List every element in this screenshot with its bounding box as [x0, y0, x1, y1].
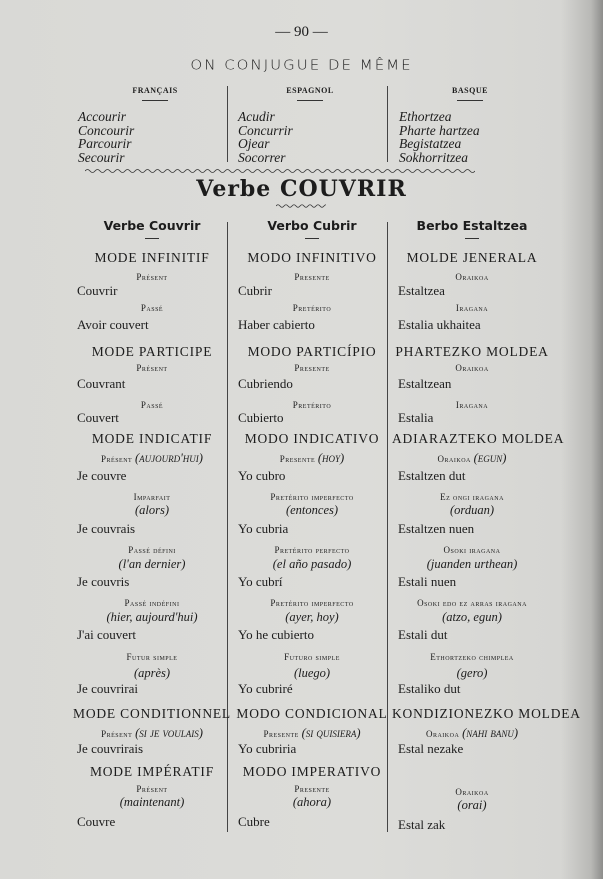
- time-note: [232, 795, 392, 809]
- tense-label: [392, 451, 552, 466]
- verb-form: [238, 575, 283, 589]
- label-text: PHARTEZKO MOLDEA: [395, 344, 549, 359]
- label-text: Pretérito: [292, 303, 332, 313]
- label-text: Osoki iragana: [443, 545, 501, 555]
- label-text: Je couvrais: [77, 521, 136, 536]
- label-text: Présent: [136, 272, 168, 282]
- time-note: (si quisiera): [301, 726, 361, 740]
- tense-label: [392, 543, 552, 557]
- verb-form: [238, 284, 272, 298]
- label-text: Estaltzean: [398, 376, 452, 391]
- verb: Concurrir: [238, 122, 293, 138]
- verb-form: [238, 815, 270, 829]
- time-note: (egun): [473, 451, 507, 465]
- verb-form: [77, 575, 129, 589]
- verb-form: [238, 742, 296, 756]
- mode-heading: [232, 251, 392, 265]
- label-text: Yo cubro: [238, 468, 286, 483]
- label-text: Cubrir: [238, 283, 272, 298]
- time-note: [392, 610, 552, 624]
- label-text: Estali dut: [398, 627, 448, 642]
- verb: Pharte hartzea: [399, 122, 480, 138]
- time-note: (aujourd'hui): [134, 451, 203, 465]
- label-text: (hier, aujourd'hui): [106, 610, 198, 624]
- verb-form: [398, 682, 460, 696]
- verb-form: [398, 469, 466, 483]
- verb-form: [238, 318, 315, 332]
- tense-label: [72, 270, 232, 284]
- tense-label: [232, 726, 392, 741]
- tense-label: [392, 490, 552, 504]
- label-text: Oraikoa: [455, 272, 489, 282]
- label-text: Pretérito imperfecto: [270, 492, 354, 502]
- label-text: Couvrant: [77, 376, 126, 391]
- mode-heading: [72, 707, 232, 721]
- label-text: Iragana: [455, 303, 489, 313]
- label-text: Yo cubria: [238, 521, 289, 536]
- time-note: (nahi banu): [462, 726, 519, 740]
- verb: Acudir: [238, 109, 275, 124]
- verb-form: [77, 682, 138, 696]
- label-text: Passé: [140, 303, 164, 313]
- page-number: — 90 —: [275, 24, 328, 40]
- label-text: (l'an dernier): [118, 557, 186, 571]
- lang-label-spanish: ESPAGNOL: [235, 86, 385, 101]
- verb-form: [77, 284, 117, 298]
- column-header-french: Verbe Couvrir: [72, 218, 232, 239]
- label-text: (juanden urthean): [426, 557, 518, 571]
- tense-label: [232, 650, 392, 664]
- mode-heading: [232, 345, 392, 359]
- verb-form: [77, 318, 149, 332]
- label-text: Je couvris: [77, 574, 130, 589]
- time-note: [72, 503, 232, 517]
- label-text: MODE PARTICIPE: [91, 344, 213, 359]
- label-text: Oraikoa: [425, 729, 460, 739]
- verb: Ojear: [238, 136, 270, 151]
- tense-label: [72, 361, 232, 375]
- label-text: (entonces): [285, 503, 339, 517]
- label-text: Oraikoa: [437, 454, 471, 464]
- label-text: J'ai couvert: [77, 627, 137, 642]
- label-text: Estali nuen: [398, 574, 457, 589]
- verb-form: [77, 469, 126, 483]
- label-text: Oraikoa: [455, 363, 489, 373]
- tense-label: [72, 543, 232, 557]
- label-text: Estal zak: [398, 817, 446, 832]
- label-text: Presente: [294, 272, 330, 282]
- verb-form: [77, 628, 136, 642]
- time-note: [232, 610, 392, 624]
- label-text: (alors): [134, 503, 170, 517]
- label-text: Estalia ukhaitea: [398, 317, 481, 332]
- column-header-spanish: Verbo Cubrir: [232, 218, 392, 239]
- time-note: [232, 503, 392, 517]
- mode-heading: [72, 432, 232, 446]
- label-text: Estaltzea: [398, 283, 445, 298]
- mode-heading: [72, 345, 232, 359]
- label-text: Futuro simple: [284, 652, 340, 662]
- label-text: Yo he cubierto: [238, 627, 314, 642]
- tense-label: [232, 782, 392, 796]
- verb: Sokhorritzea: [399, 149, 468, 165]
- label-text: (ahora): [292, 795, 332, 809]
- label-text: Presente: [294, 363, 330, 373]
- verb-form: [77, 411, 119, 425]
- verb-form: [77, 522, 135, 536]
- label-text: Yo cubriria: [238, 741, 297, 756]
- synonym-list-basque: [399, 110, 480, 164]
- title-wavy-rule: [276, 203, 326, 209]
- label-text: Osoki edo ez arras iragana: [417, 598, 527, 608]
- lang-label-french: FRANÇAIS: [80, 86, 230, 101]
- label-text: Presente: [294, 784, 330, 794]
- label-text: (el año pasado): [272, 557, 352, 571]
- tense-label: [392, 785, 552, 799]
- label-text: Couvrir: [77, 283, 118, 298]
- label-text: Pretérito: [292, 400, 332, 410]
- tense-label: [72, 451, 232, 466]
- tense-label: [72, 490, 232, 504]
- time-note: [392, 666, 552, 680]
- verb-form: [398, 411, 433, 425]
- time-note: [72, 666, 232, 680]
- label-text: Présent: [136, 363, 168, 373]
- tense-label: [72, 596, 232, 610]
- verb-form: [238, 682, 293, 696]
- tense-label: [392, 270, 552, 284]
- label-text: (après): [133, 666, 171, 680]
- label-text: MOLDE JENERALA: [406, 250, 538, 265]
- synonym-list-french: [78, 110, 134, 164]
- label-text: Cubre: [238, 814, 270, 829]
- tense-label: [232, 270, 392, 284]
- time-note: (hoy): [317, 451, 345, 465]
- verb-form: [238, 522, 288, 536]
- label-text: Pretérito perfecto: [274, 545, 350, 555]
- label-text: MODE INFINITIF: [94, 250, 210, 265]
- label-text: Passé indéfini: [124, 598, 180, 608]
- verb-form: [398, 318, 481, 332]
- tense-label: [232, 361, 392, 375]
- wavy-rule: [85, 167, 475, 175]
- tense-label: [392, 361, 552, 375]
- mode-heading: [232, 707, 392, 721]
- label-text: Presente: [279, 454, 316, 464]
- column-header-basque: Berbo Estaltzea: [392, 218, 552, 239]
- tense-label: [232, 543, 392, 557]
- label-text: MODE INDICATIF: [91, 431, 213, 446]
- label-text: MODO PARTICÍPIO: [247, 344, 377, 359]
- time-note: [392, 557, 552, 571]
- label-text: (maintenant): [119, 795, 185, 809]
- time-note: [392, 798, 552, 812]
- label-text: KONDIZIONEZKO MOLDEA: [392, 706, 581, 721]
- tense-label: [72, 650, 232, 664]
- mode-heading: [392, 345, 552, 359]
- time-note: [232, 666, 392, 680]
- label-text: (orai): [457, 798, 487, 812]
- time-note: (si je voulais): [135, 726, 203, 740]
- label-text: Estaltzen nuen: [398, 521, 475, 536]
- label-text: Couvre: [77, 814, 116, 829]
- label-text: MODO INFINITIVO: [247, 250, 377, 265]
- label-text: Haber cabierto: [238, 317, 315, 332]
- verb-form: [77, 815, 115, 829]
- label-text: Estaliko dut: [398, 681, 461, 696]
- tense-label: [72, 301, 232, 315]
- mode-heading: [72, 251, 232, 265]
- label-text: (orduan): [450, 503, 494, 517]
- label-text: Passé défini: [128, 545, 176, 555]
- verb: Parcourir: [78, 136, 132, 151]
- label-text: (atzo, egun): [442, 610, 502, 624]
- label-text: Oraikoa: [455, 787, 489, 797]
- label-text: Estalia: [398, 410, 434, 425]
- verb-form: [398, 377, 451, 391]
- label-text: MODE IMPÉRATIF: [89, 764, 215, 779]
- label-text: ADIARAZTEKO MOLDEA: [392, 431, 565, 446]
- time-note: [72, 610, 232, 624]
- tense-label: [392, 650, 552, 664]
- label-text: Cubriendo: [238, 376, 293, 391]
- verb: Concourir: [78, 122, 135, 138]
- label-text: Imparfait: [133, 492, 171, 502]
- label-text: Pretérito imperfecto: [270, 598, 354, 608]
- label-text: Yo cubrí: [238, 574, 283, 589]
- label-text: Présent: [136, 784, 168, 794]
- verb-form: [238, 628, 314, 642]
- verb-form: [77, 377, 125, 391]
- label-text: Iragana: [455, 400, 489, 410]
- label-text: MODO IMPERATIVO: [242, 764, 382, 779]
- time-note: [392, 503, 552, 517]
- label-text: Yo cubriré: [238, 681, 293, 696]
- tense-label: [392, 726, 552, 741]
- label-text: Passé: [140, 400, 164, 410]
- label-text: Je couvrirais: [77, 741, 144, 756]
- mode-heading: [392, 706, 581, 721]
- time-note: [72, 795, 232, 809]
- section-heading: ON CONJUGUE DE MÊME: [190, 56, 413, 74]
- time-note: [72, 557, 232, 571]
- verb: Socorrer: [238, 149, 286, 165]
- verb-form: [398, 522, 474, 536]
- mode-heading: [392, 251, 552, 265]
- label-text: Futur simple: [126, 652, 178, 662]
- label-text: Ez ongi iragana: [440, 492, 504, 502]
- label-text: Cubierto: [238, 410, 284, 425]
- verb: Ethortzea: [399, 109, 452, 124]
- divider: [387, 86, 388, 162]
- verb-form: [238, 411, 284, 425]
- tense-label: [72, 782, 232, 796]
- label-text: Avoir couvert: [77, 317, 149, 332]
- tense-label: [232, 490, 392, 504]
- label-text: Je couvrirai: [77, 681, 139, 696]
- mode-heading: [392, 431, 565, 446]
- verb-form: [238, 469, 285, 483]
- label-text: Présent: [101, 454, 133, 464]
- verb-form: [398, 575, 456, 589]
- verb: Begistatzea: [399, 136, 462, 151]
- label-text: Estal nezake: [398, 741, 464, 756]
- verb-form: [398, 818, 445, 832]
- verb-form: [398, 742, 463, 756]
- verb: Accourir: [78, 109, 126, 124]
- label-text: (gero): [456, 666, 488, 680]
- label-text: Présent: [101, 729, 133, 739]
- divider: [227, 86, 228, 162]
- mode-heading: [232, 432, 392, 446]
- time-note: [232, 557, 392, 571]
- label-text: MODE CONDITIONNEL: [73, 706, 231, 721]
- lang-label-basque: BASQUE: [395, 86, 545, 101]
- label-text: Ethortzeko chimplea: [430, 652, 514, 662]
- verb-title: Verbe COUVRIR: [196, 176, 407, 202]
- tense-label: [232, 301, 392, 315]
- mode-heading: [232, 765, 392, 779]
- verb-form: [398, 628, 447, 642]
- tense-label: [392, 301, 552, 315]
- label-text: Je couvre: [77, 468, 127, 483]
- label-text: (ayer, hoy): [285, 610, 339, 624]
- label-text: Couvert: [77, 410, 119, 425]
- synonym-list-spanish: [238, 110, 293, 164]
- verb: Secourir: [78, 149, 125, 165]
- tense-label: [72, 726, 232, 741]
- tense-label: [232, 451, 392, 466]
- label-text: MODO INDICATIVO: [244, 431, 380, 446]
- label-text: Estaltzen dut: [398, 468, 466, 483]
- label-text: Presente: [263, 729, 299, 739]
- verb-form: [238, 377, 293, 391]
- label-text: MODO CONDICIONAL: [236, 706, 388, 721]
- mode-heading: [72, 765, 232, 779]
- tense-label: [392, 596, 552, 610]
- verb-form: [77, 742, 143, 756]
- label-text: (luego): [293, 666, 331, 680]
- tense-label: [232, 596, 392, 610]
- verb-form: [398, 284, 445, 298]
